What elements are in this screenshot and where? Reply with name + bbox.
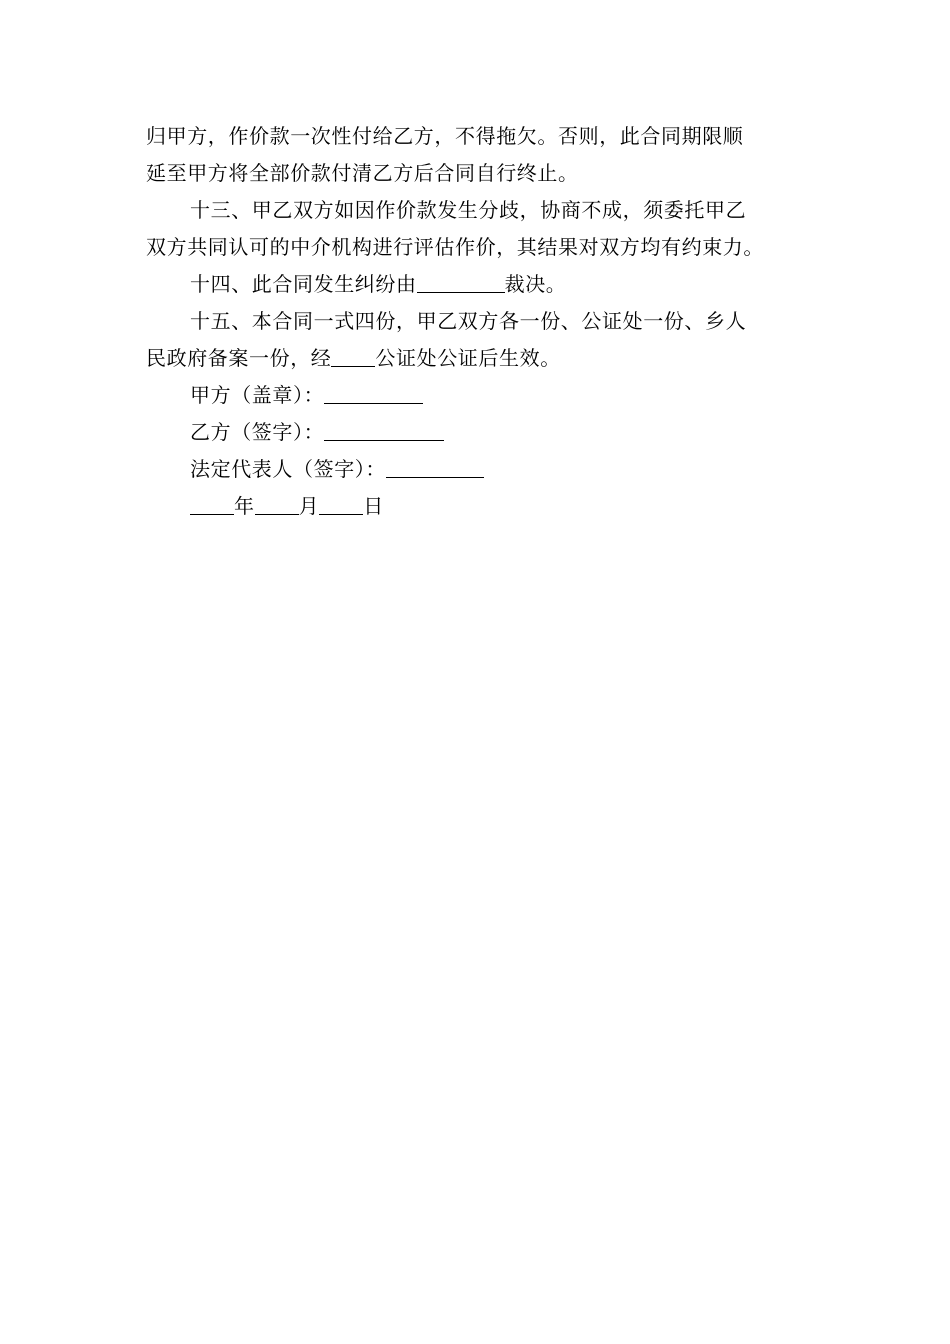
clause-15-text-before: 民政府备案一份，经 (146, 346, 332, 370)
clause-15-line-2 (146, 340, 810, 377)
clause-14 (146, 266, 810, 303)
date-line (146, 488, 810, 525)
clause-14-text-before: 十四、此合同发生纠纷由 (190, 272, 417, 296)
clause-13-line-1: 十三、甲乙双方如因作价款发生分歧，协商不成，须委托甲乙 (190, 198, 747, 222)
legal-rep-signature-blank (386, 453, 484, 478)
day-blank (319, 490, 363, 515)
clause-14-text-after: 裁决。 (504, 272, 567, 296)
day-label: 日 (363, 494, 384, 518)
party-a-label: 甲方（盖章）： (190, 383, 325, 407)
clause-13-line-2: 双方共同认可的中介机构进行评估作价，其结果对双方均有约束力。 (146, 235, 764, 259)
clause-15-text-after: 公证处公证后生效。 (375, 346, 561, 370)
party-b-signature-blank (324, 416, 444, 441)
party-b-signature-line (146, 414, 810, 451)
legal-rep-signature-line (146, 451, 810, 488)
arbitration-body-blank (417, 268, 505, 293)
year-blank (190, 490, 234, 515)
year-label: 年 (234, 494, 255, 518)
contract-page (146, 118, 810, 525)
clause-continuation-line-1: 归甲方，作价款一次性付给乙方，不得拖欠。否则，此合同期限顺 (146, 124, 744, 148)
party-a-signature-blank (324, 379, 423, 404)
month-blank (255, 490, 299, 515)
party-a-signature-line (146, 377, 810, 414)
notary-office-blank (331, 342, 375, 367)
party-b-label: 乙方（签字）： (190, 420, 325, 444)
clause-15-line-1: 十五、本合同一式四份，甲乙双方各一份、公证处一份、乡人 (190, 309, 747, 333)
month-label: 月 (298, 494, 320, 518)
clause-continuation-line-2: 延至甲方将全部价款付清乙方后合同自行终止。 (146, 161, 579, 185)
legal-rep-label: 法定代表人（签字）： (190, 457, 386, 481)
